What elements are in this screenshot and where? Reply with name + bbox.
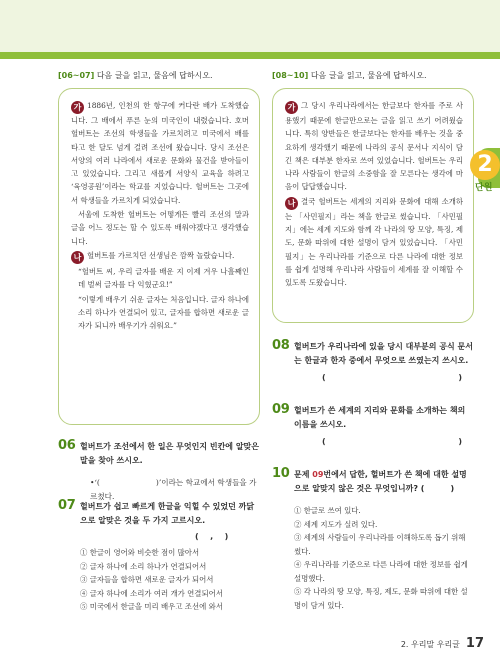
passage-left bbox=[58, 88, 260, 425]
option-item[interactable]: ⑤ 각 나라의 땅 모양, 특징, 제도, 문화 따위에 대한 설명이 담겨 있다. bbox=[294, 587, 468, 610]
fill-in-line: •‘( )’이라는 학교에서 학생들을 가르쳤다. bbox=[90, 478, 257, 501]
passage-quote: “헐버트 씨, 우리 글자를 배운 지 이제 겨우 나흘째인데 벌써 글자를 다 익혔군요!” bbox=[78, 266, 249, 290]
passage-paragraph: 서울에 도착한 헐버트는 어떻게든 빨리 조선의 말과 글을 어느 정도는 할 수 있도록 배워야겠다고 생각했습니다. bbox=[71, 210, 249, 246]
section-header-right bbox=[272, 70, 427, 82]
section-tag: [08~10] bbox=[272, 71, 309, 80]
passage-paragraph: 가 그 당시 우리나라에서는 한글보다 한자를 주로 사용했기 때문에 한글만으로는 글을 읽고 쓰기 어려웠습니다. 특히 양반들은 한글보다는 한자를 배우는 것을 중요하게 생각했기 때문에 나라의 공식 문서나 지식이 담긴 책은 대부분 한자로 쓰여 있었습니다. 헐버트는 우리나라 사람들이 한글의 소중함을 잘 모른다는 생각에 마음이 답답했습니다. bbox=[285, 101, 463, 192]
badge-ga: 가 bbox=[285, 101, 298, 114]
section-tag: [06~07] bbox=[58, 71, 95, 80]
question-number: 09 bbox=[272, 402, 290, 417]
option-item[interactable]: ③ 세계의 사람들이 우리나라를 이해하도록 돕기 위해 썼다. bbox=[294, 533, 466, 556]
question-number: 10 bbox=[272, 466, 290, 481]
question-number: 07 bbox=[58, 498, 76, 513]
page-footer bbox=[380, 636, 484, 651]
question-07 bbox=[58, 500, 260, 528]
option-item[interactable]: ② 세계 지도가 실려 있다. bbox=[294, 519, 378, 529]
question-text: 문제 09번에서 답한, 헐버트가 쓴 책에 대한 설명으로 알맞지 않은 것은 무엇입니까? ( ) bbox=[294, 470, 467, 493]
question-09 bbox=[272, 404, 474, 432]
answer-paren[interactable]: ( ) bbox=[420, 484, 455, 493]
option-item[interactable]: ① 한글이 영어와 비슷한 점이 많아서 bbox=[80, 548, 200, 557]
passage-quote: “이렇게 배우기 쉬운 글자는 처음입니다. 글자 하나에 소리 하나가 연결되어 있고, 글자를 합하면 새로운 글자가 되니까 배우기가 쉬워요.” bbox=[78, 294, 249, 331]
passage-paragraph: 나 결국 헐버트는 세계의 지리와 문화에 대해 소개하는 「사민필지」라는 책을 한글로 썼습니다. 「사민필지」에는 세계 지도와 함께 각 나라의 땅 모양, 특징, 제도, 문화 따위에 대한 설명이 담겨 있었습니다. 「사민필지」는 우리나라를 기준으로 다른 나라에 대한 정보를 쉽게 설명해 우리나라 사람들이 세계를 잘 이해할 수 있도록 도왔습니다. bbox=[285, 196, 463, 288]
question-10 bbox=[272, 468, 474, 496]
chapter-title: 2. 우리말 우리글 bbox=[400, 640, 460, 649]
question-text: 헐버트가 쉽고 빠르게 한글을 익힐 수 있었던 까닭으로 알맞은 것을 두 가지 고르시오. bbox=[80, 502, 255, 525]
question-text: 헐버트가 조선에서 한 일은 무엇인지 빈칸에 알맞은 말을 찾아 쓰시오. bbox=[80, 442, 259, 465]
answer-paren[interactable]: ( ) bbox=[322, 437, 462, 446]
badge-na: 나 bbox=[285, 197, 298, 210]
section-instruction: 다음 글을 읽고, 물음에 답하시오. bbox=[96, 71, 213, 80]
section-instruction: 다음 글을 읽고, 물음에 답하시오. bbox=[310, 71, 427, 80]
unit-label: 단원 bbox=[475, 183, 493, 193]
answer-paren[interactable]: ( , ) bbox=[195, 532, 229, 541]
unit-number: 2 bbox=[470, 150, 500, 180]
section-header-left bbox=[58, 70, 213, 82]
option-item[interactable]: ② 글자 하나에 소리 하나가 연결되어서 bbox=[80, 561, 207, 571]
question-number: 06 bbox=[58, 438, 76, 453]
page-number: 17 bbox=[465, 636, 484, 651]
question-06 bbox=[58, 440, 260, 504]
passage-paragraph: 나 헐버트를 가르치던 선생님은 깜짝 놀랐습니다. bbox=[71, 249, 249, 264]
question-text: 헐버트가 우리나라에 있을 당시 대부분의 공식 문서는 한글과 한자 중에서 무엇으로 쓰였는지 쓰시오. bbox=[294, 342, 473, 365]
question-number: 08 bbox=[272, 338, 290, 353]
options-q07 bbox=[80, 546, 260, 614]
badge-na: 나 bbox=[71, 251, 84, 264]
option-item[interactable]: ④ 글자 하나에 소리가 여러 개가 연결되어서 bbox=[80, 588, 223, 598]
answer-paren[interactable]: ( ) bbox=[322, 373, 462, 382]
option-item[interactable]: ④ 우리나라를 기준으로 다른 나라에 대한 정보를 쉽게 설명했다. bbox=[294, 560, 468, 583]
badge-ga: 가 bbox=[71, 101, 84, 114]
top-rule bbox=[0, 52, 500, 59]
option-item[interactable]: ③ 글자들을 합하면 새로운 글자가 되어서 bbox=[80, 575, 214, 584]
passage-paragraph: 가 1886년, 인천의 한 항구에 커다란 배가 도착했습니다. 그 배에서 푸른 눈의 미국인이 내렸습니다. 호머 헐버트는 조선의 학생들을 가르치려고 미국에서 배를 타고 한 달도 넘게 걸려 조선에 왔습니다. 당시 조선은 서양의 여러 나라에서 새로운 문화와 물건을 받아들이고 있었습니다. 그리고 새롭게 서양식 교육을 하려고 ‘육영공원’이라는 학교를 지었습니다. 헐버트는 그곳에서 학생들을 가르치게 되었습니다. bbox=[71, 101, 249, 205]
question-08 bbox=[272, 340, 474, 368]
question-text: 헐버트가 쓴 세계의 지리와 문화를 소개하는 책의 이름을 쓰시오. bbox=[294, 406, 466, 429]
option-item[interactable]: ⑤ 미국에서 한글을 미리 배우고 조선에 와서 bbox=[80, 602, 223, 611]
top-band bbox=[0, 0, 500, 52]
options-q10 bbox=[294, 504, 474, 612]
option-item[interactable]: ① 한글로 쓰여 있다. bbox=[294, 506, 361, 515]
passage-right bbox=[272, 88, 474, 323]
